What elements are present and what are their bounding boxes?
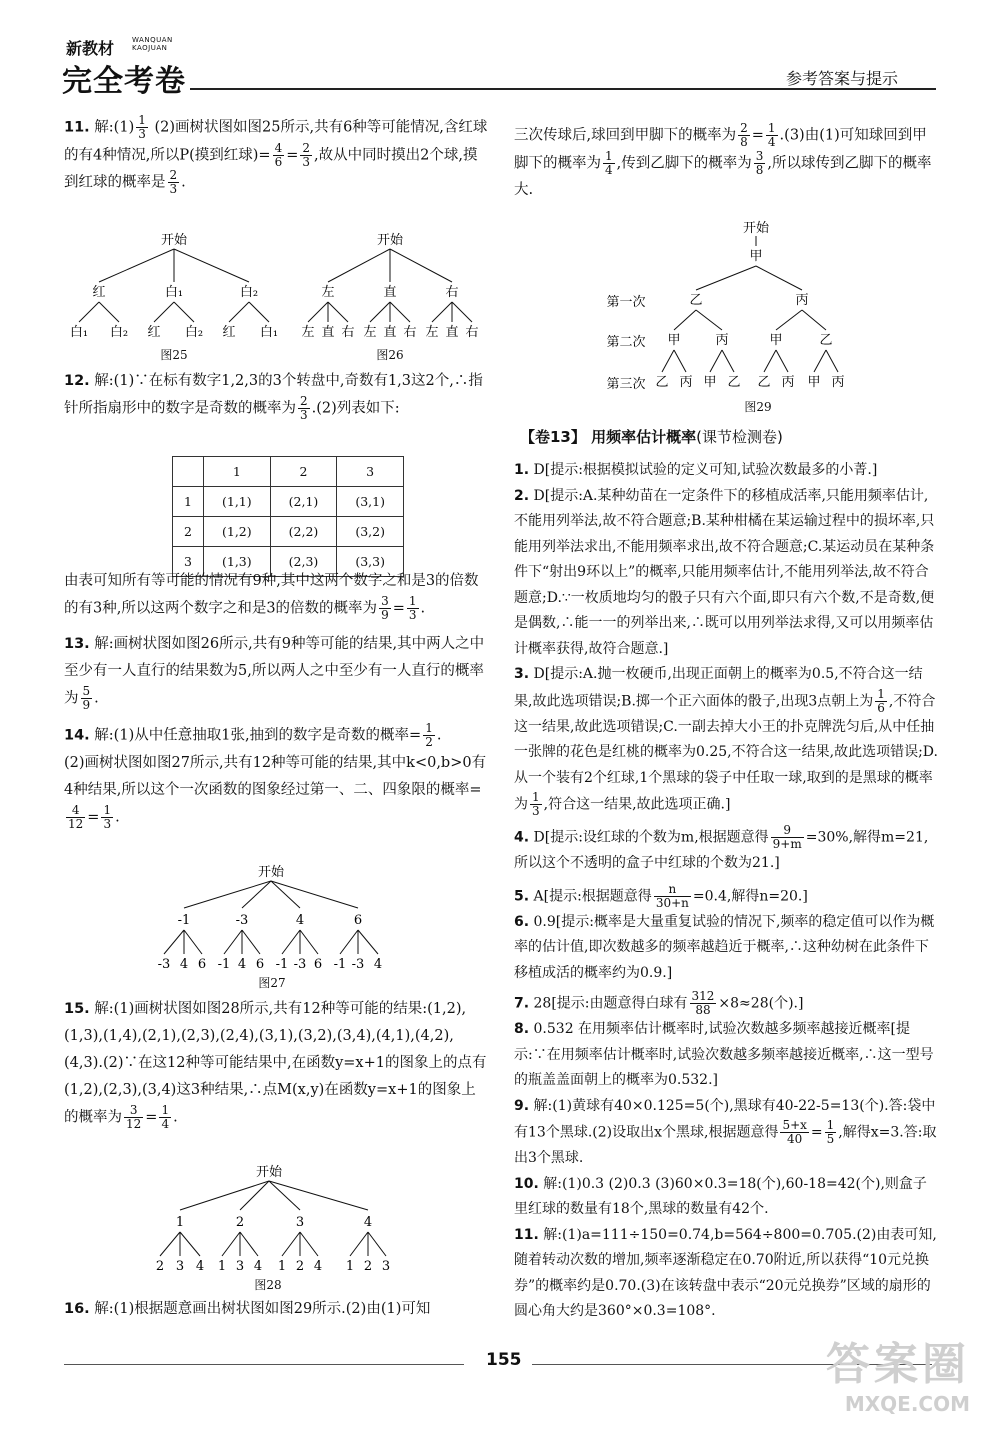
watermark: 答案圈 MXQE.COM bbox=[826, 1339, 970, 1416]
answer-r8: 8. 0.532 在用频率估计概率时,试验次数越多频率越接近概率[提示:∵在用频率估计概率时,试验次数越多频率越接近概率,∴这一型号的瓶盖盖面朝上的概率为0.532.] bbox=[514, 1021, 934, 1088]
tree-node: 6 bbox=[313, 957, 323, 972]
tree-node: 4 bbox=[237, 957, 247, 972]
answer-16-cont: 三次传球后,球回到甲脚下的概率为 $\frac{2}{8}$ = $\frac{1}{4}$ .(3)由(1)可知球回到甲脚下的概率为 $\frac{1}{4}$ ,传到乙脚下的概率为 $\frac{3}{8}$ ,所以球传到乙脚下的概率大. bbox=[514, 121, 932, 198]
tree-node: 红 bbox=[222, 325, 236, 340]
tree-node: 2 bbox=[235, 1215, 245, 1230]
fraction: $\frac{4}{12}$ bbox=[68, 802, 84, 831]
tree-node: 6 bbox=[197, 957, 207, 972]
answer-13: 13. 解:画树状图如图26所示,共有9种等可能的结果,其中两人之中至少有一人直行的结果数为5,所以两人之中至少有一人直行的概率为 $\frac{5}{9}$ . bbox=[64, 635, 485, 712]
tree-node: -3 bbox=[293, 957, 307, 972]
answer-r7: 7. 28[提示:由题意得白球有 $\frac{312}{88}$ ×8≈28(个).] bbox=[514, 989, 804, 1017]
figure-caption: 图26 bbox=[376, 348, 404, 362]
fraction: $\frac{5+x}{40}$ bbox=[782, 1118, 807, 1146]
tree-node: 开始 bbox=[376, 233, 404, 248]
tree-diagram-fig26 bbox=[292, 230, 488, 345]
tree-node: 右 bbox=[445, 285, 459, 300]
tree-node: 4 bbox=[295, 913, 305, 928]
tree-node: 乙 bbox=[689, 293, 703, 308]
answer-r11: 11. 解:(1)a=111÷150=0.74,b=564÷800=0.705.(2)由表可知,随着转动次数的增加,频率逐渐稳定在0.70附近,所以获得“10元兑换券”的概率约是0.70.(3)在该转盘中表示“20元兑换券”区域的扇形的圆心角大约是360°×0.3=108°. bbox=[514, 1226, 937, 1319]
right-column-answers bbox=[514, 458, 938, 1325]
fraction: $\frac{1}{3}$ bbox=[138, 113, 146, 141]
fraction: $\frac{3}{9}$ bbox=[381, 594, 389, 622]
answer-11: 11. 解:(1) $\frac{1}{3}$ (2)画树状图如图25所示,共有6种等可能情况,含红球的有4种情况,所以P(摸到红球)= $\frac{4}{6}$ = $\frac{2}{3}$ ,故从中同时摸出2个球,摸到红球的概率是 $\frac{2}{3}$ . bbox=[64, 113, 488, 196]
tree-diagram-fig29 bbox=[604, 218, 874, 398]
tree-node: -3 bbox=[235, 913, 249, 928]
tree-node: 右 bbox=[341, 325, 355, 340]
tree-node: 开始 bbox=[742, 221, 770, 236]
tree-node: 白₁ bbox=[69, 325, 89, 340]
answer-r2: 2. D[提示:A.某种幼苗在一定条件下的移植成活率,只能用频率估计,不能用列举法,故不符合题意;B.某种柑橘在某运输过程中的损坏率,只能用列举法求出,不能用频率求出,故不符合题意;C.某运动员在某种条件下“射出9环以上”的概率,只能用频率估计,不能用列举法,故不符合题意;D.∵一枚质地均匀的骰子只有六个面,即只有六个数,不是奇数,便是偶数,∴能一一的列举出来,∴既可以用列举法求得,又可以用频率估计概率获得,故符合题意.] bbox=[514, 487, 935, 657]
answer-12-text: 12. 解:(1)∵在标有数字1,2,3的3个转盘中,奇数有1,3这2个,∴指针所指扇形中的数字是奇数的概率为 $\frac{2}{3}$ .(2)列表如下: bbox=[64, 373, 483, 422]
answer-r6: 6. 0.9[提示:概率是大量重复试验的情况下,频率的稳定值可以作为概率的估计值,即次数越多的频率越趋近于概率,∴这种幼树在此条件下移植成活的概率约为0.9.] bbox=[514, 913, 935, 981]
fraction: $\frac{3}{12}$ bbox=[126, 1103, 142, 1131]
tree-node: 右 bbox=[403, 325, 417, 340]
row-label: 第二次 bbox=[606, 335, 646, 350]
fraction: $\frac{1}{2}$ bbox=[425, 721, 433, 749]
tree-node: 直 bbox=[445, 325, 459, 340]
tree-node: 白₂ bbox=[184, 325, 204, 340]
tree-node: 甲 bbox=[667, 333, 681, 348]
answer-r9: 9. 解:(1)黄球有40×0.125=5(个),黑球有40-22-5=13(个).答:袋中有13个黑球.(2)设取出x个黑球,根据题意得 $\frac{5+x}{40}$ = $\frac{1}{5}$ ,解得x=3.答:取出3个黑球. bbox=[514, 1097, 937, 1166]
tree-node: 左 bbox=[425, 325, 439, 340]
fraction: $\frac{312}{88}$ bbox=[691, 989, 715, 1017]
row-label: 第三次 bbox=[606, 377, 646, 392]
answer-r10: 10. 解:(1)0.3 (2)0.3 (3)60×0.3=18(个),60-18=42(个),则盒子里红球的数量有18个,黑球的数量有42个. bbox=[514, 1175, 927, 1217]
footer-rule-left bbox=[64, 1364, 464, 1365]
answer-r3: 3. D[提示:A.抛一枚硬币,出现正面朝上的概率为0.5,不符合这一结果,故此选项错误;B.掷一个正六面体的骰子,出现3点朝上为 $\frac{1}{6}$ ,不符合这一结果,故此选项错误;C.一副去掉大小王的扑克牌洗匀后,从中任抽一张牌的花色是红桃的概率为0.25,不符合这一结果,故此选项错误;D.从一个装有2个红球,1个黑球的袋子中任取一球,取到的是黑球的概率为 $\frac{1}{3}$ ,符合这一结果,故此选项正确.] bbox=[514, 666, 938, 818]
tree-node: 乙 bbox=[655, 375, 669, 390]
brand-small: 新教材 bbox=[66, 39, 115, 58]
page-number: 155 bbox=[486, 1350, 522, 1370]
left-column bbox=[64, 114, 488, 197]
fraction: $\frac{5}{9}$ bbox=[82, 683, 91, 712]
answer-r4: 4. D[提示:设红球的个数为m,根据题意得 $\frac{9}{9+m}$ =30%,解得m=21,所以这个不透明的盒子中红球的个数为21.] bbox=[514, 823, 929, 871]
tree-diagram-fig28 bbox=[144, 1162, 394, 1274]
tree-diagram-fig25 bbox=[64, 230, 284, 345]
tree-node: 左 bbox=[321, 285, 335, 300]
tree-node: 1 bbox=[345, 1259, 355, 1274]
fraction: $\frac{1}{3}$ bbox=[103, 802, 112, 831]
left-column-middle bbox=[64, 568, 488, 831]
brand-logo: 完全考卷 bbox=[62, 64, 186, 99]
fraction: $\frac{1}{4}$ bbox=[767, 121, 776, 149]
fraction: $\frac{2}{3}$ bbox=[302, 140, 310, 169]
row-label: 第一次 bbox=[606, 295, 646, 310]
fraction: $\frac{1}{4}$ bbox=[161, 1103, 170, 1131]
tree-node: 4 bbox=[313, 1259, 323, 1274]
fraction: $\frac{1}{3}$ bbox=[532, 790, 540, 818]
answer-14: 14. 解:(1)从中任意抽取1张,抽到的数字是奇数的概率= $\frac{1}{2}$ . bbox=[64, 721, 442, 749]
fraction: $\frac{2}{3}$ bbox=[169, 168, 178, 196]
tree-node: 开始 bbox=[160, 233, 188, 248]
tree-node: 3 bbox=[295, 1215, 305, 1230]
tree-node: 1 bbox=[217, 1259, 227, 1274]
answer-r1: 1. D[提示:根据模拟试验的定义可知,试验次数最多的小菁.] bbox=[514, 462, 878, 478]
tree-node: 白₁ bbox=[259, 325, 279, 340]
tree-node: 白₁ bbox=[164, 285, 184, 300]
tree-node: 甲 bbox=[807, 375, 821, 390]
tree-node: 4 bbox=[373, 957, 383, 972]
fraction: $\frac{9}{9+m}$ bbox=[772, 823, 802, 851]
tree-node: 4 bbox=[363, 1215, 373, 1230]
tree-node: 丙 bbox=[795, 293, 809, 308]
tree-node: 4 bbox=[195, 1259, 205, 1274]
fraction: $\frac{2}{8}$ bbox=[740, 121, 748, 149]
tree-node: 6 bbox=[353, 913, 363, 928]
answer-14-part2: (2)画树状图如图27所示,共有12种等可能的结果,其中k<0,b>0有4种结果,所以这个一次函数的图象经过第一、二、四象限的概率= $\frac{4}{12}$ = $\frac{1}{3}$ . bbox=[64, 754, 487, 831]
tree-node: 2 bbox=[155, 1259, 165, 1274]
table-row: 3 (1,3) (2,3) (3,3) bbox=[173, 547, 404, 577]
tree-node: 直 bbox=[383, 285, 397, 300]
tree-node: 甲 bbox=[769, 333, 783, 348]
tree-node: 红 bbox=[92, 285, 106, 300]
tree-node: 直 bbox=[321, 325, 335, 340]
tree-node: -3 bbox=[351, 957, 365, 972]
tree-node: 2 bbox=[363, 1259, 373, 1274]
tree-node: 左 bbox=[363, 325, 377, 340]
fraction: $\frac{4}{6}$ bbox=[274, 140, 283, 169]
tree-node: 1 bbox=[175, 1215, 185, 1230]
figure-caption: 图29 bbox=[744, 400, 772, 414]
tree-node: 开始 bbox=[257, 865, 285, 880]
fraction: $\frac{1}{4}$ bbox=[605, 148, 613, 177]
fraction: $\frac{1}{6}$ bbox=[877, 686, 885, 715]
tree-node: 4 bbox=[253, 1259, 263, 1274]
fraction: $\frac{n}{30+n}$ bbox=[655, 881, 689, 910]
brand-pinyin: WANQUAN KAOJUAN bbox=[132, 36, 173, 52]
tree-node: 乙 bbox=[727, 375, 741, 390]
answer-15: 15. 解:(1)画树状图如图28所示,共有12种等可能的结果:(1,2),(1,3),(1,4),(2,1),(2,3),(2,4),(3,1),(3,2),(3,4),(4,1),(4,2),(4,3).(2)∵在这12种等可能结果中,在函数y=x+1的图象上的点有(1,2),(2,3),(3,4)这3种结果,∴点M(x,y)在函数y=x+1的图象上的概率为 $\frac{3}{12}$ = $\frac{1}{4}$ . bbox=[64, 1001, 487, 1131]
table-row: 1 (1,1) (2,1) (3,1) bbox=[173, 487, 404, 517]
fraction: $\frac{3}{8}$ bbox=[755, 148, 764, 177]
tree-node: 乙 bbox=[757, 375, 771, 390]
tree-node: -1 bbox=[217, 957, 231, 972]
answer-r5: 5. A[提示:根据题意得 $\frac{n}{30+n}$ =0.4,解得n=20.] bbox=[514, 881, 808, 910]
tree-node: -1 bbox=[177, 913, 191, 928]
tree-node: 直 bbox=[383, 325, 397, 340]
tree-node: 6 bbox=[255, 957, 265, 972]
tree-diagram-fig27 bbox=[146, 862, 396, 972]
fraction: $\frac{1}{3}$ bbox=[408, 594, 417, 622]
fraction: $\frac{1}{5}$ bbox=[826, 1118, 835, 1146]
tree-node: -1 bbox=[333, 957, 347, 972]
figure-caption: 图27 bbox=[258, 976, 286, 990]
probability-table: 1 2 3 1 (1,1) (2,1) (3,1) 2 (1,2) (2,2) (3,2) 3 (1,3) (2,3) (3,3) bbox=[172, 456, 404, 577]
tree-node: -1 bbox=[275, 957, 289, 972]
tree-node: 右 bbox=[465, 325, 479, 340]
tree-node: 1 bbox=[277, 1259, 287, 1274]
tree-node: 红 bbox=[147, 325, 161, 340]
section-title: 【卷13】 用频率估计概率(课节检测卷) bbox=[520, 428, 783, 446]
tree-node: 白₂ bbox=[239, 285, 259, 300]
tree-node: 甲 bbox=[703, 375, 717, 390]
tree-node: 丙 bbox=[679, 375, 693, 390]
tree-node: 乙 bbox=[819, 333, 833, 348]
answer-12-cont: 由表可知所有等可能的情况有9种,其中这两个数字之和是3的倍数的有3种,所以这两个数字之和是3的倍数的概率为 $\frac{3}{9}$ = $\frac{1}{3}$ . bbox=[64, 573, 479, 622]
tree-node: 甲 bbox=[749, 249, 763, 264]
tree-node: 3 bbox=[175, 1259, 185, 1274]
tree-node: 开始 bbox=[255, 1165, 283, 1180]
fraction: $\frac{2}{3}$ bbox=[300, 394, 308, 422]
table-row: 2 (1,2) (2,2) (3,2) bbox=[173, 517, 404, 547]
tree-node: 丙 bbox=[781, 375, 795, 390]
tree-node: 白₂ bbox=[109, 325, 129, 340]
header-rule bbox=[190, 88, 936, 90]
tree-node: -3 bbox=[157, 957, 171, 972]
tree-node: 3 bbox=[381, 1259, 391, 1274]
tree-node: 左 bbox=[301, 325, 315, 340]
answer-16: 16. 解:(1)根据题意画出树状图如图29所示.(2)由(1)可知 bbox=[64, 1301, 431, 1317]
figure-caption: 图25 bbox=[160, 348, 188, 362]
tree-node: 3 bbox=[235, 1259, 245, 1274]
tree-node: 丙 bbox=[831, 375, 845, 390]
tree-node: 丙 bbox=[715, 333, 729, 348]
figure-caption: 图28 bbox=[254, 1278, 282, 1292]
tree-node: 2 bbox=[295, 1259, 305, 1274]
section-header: 参考答案与提示 bbox=[786, 69, 899, 88]
tree-node: 4 bbox=[179, 957, 189, 972]
